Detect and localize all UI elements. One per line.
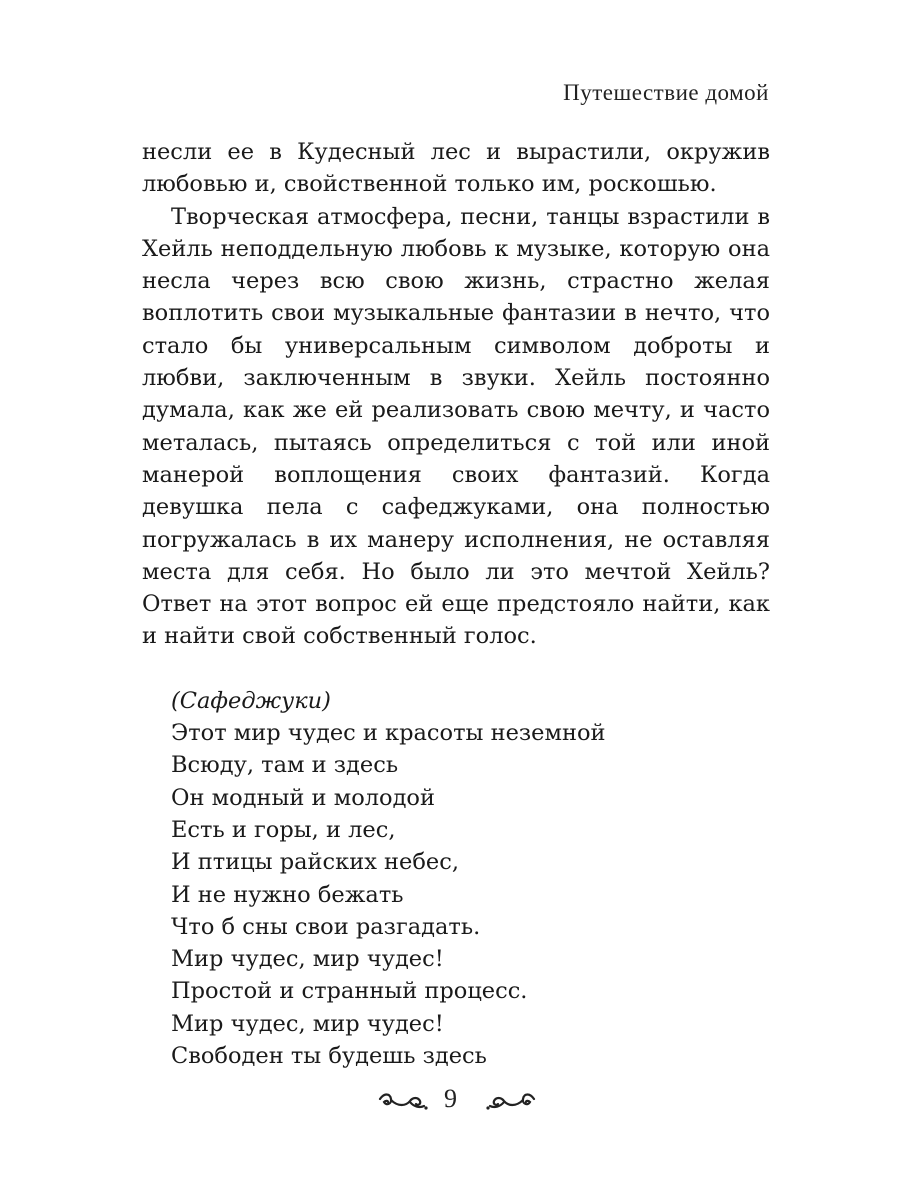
flourish-left-icon — [376, 1090, 428, 1112]
song-speaker: (Сафеджуки) — [171, 687, 331, 714]
song-line: Всюду, там и здесь — [171, 752, 399, 779]
song-line: Свободен ты будешь здесь — [171, 1043, 487, 1070]
song-line: Что б сны свои разгадать. — [171, 913, 481, 940]
song-line: Мир чудес, мир чудес! — [171, 946, 444, 973]
song-line: И птицы райских небес, — [171, 849, 459, 876]
page-body — [142, 136, 770, 1072]
song-line: Есть и горы, и лес, — [171, 816, 396, 843]
song-line: И не нужно бежать — [171, 881, 404, 908]
flourish-right-icon — [486, 1090, 538, 1112]
song-line: Этот мир чудес и красоты неземной — [171, 720, 606, 747]
paragraph-1: несли ее в Кудесный лес и вырастили, окружив любовью и, свойственной только им, роскошью. — [142, 139, 770, 198]
song-block — [142, 685, 770, 1073]
song-line: Мир чудес, мир чудес! — [171, 1010, 444, 1037]
page-footer — [0, 1082, 900, 1122]
page-number: 9 — [444, 1084, 457, 1113]
running-header: Путешествие домой — [563, 80, 769, 105]
song-line: Простой и странный процесс. — [171, 978, 528, 1005]
paragraph-2: Творческая атмосфера, песни, танцы взрастили в Хейль неподдельную любовь к музыке, которую она несла через всю свою жизнь, страстно желая воплотить свои музыкальные фантазии в нечто, что стало бы универсальным символом доброты и любви, заключенным в звуки. Хейль постоянно думала, как же ей реализовать свою мечту, и часто металась, пытаясь определиться с той или иной манерой воплощения своих фантазий. Когда девушка пела с сафеджуками, она полностью погружалась в их манеру исполнения, не оставляя места для себя. Но было ли это мечтой Хейль? Ответ на этот вопрос ей еще предстояло найти, как и найти свой собственный голос. — [142, 203, 770, 650]
song-line: Он модный и молодой — [171, 784, 435, 811]
